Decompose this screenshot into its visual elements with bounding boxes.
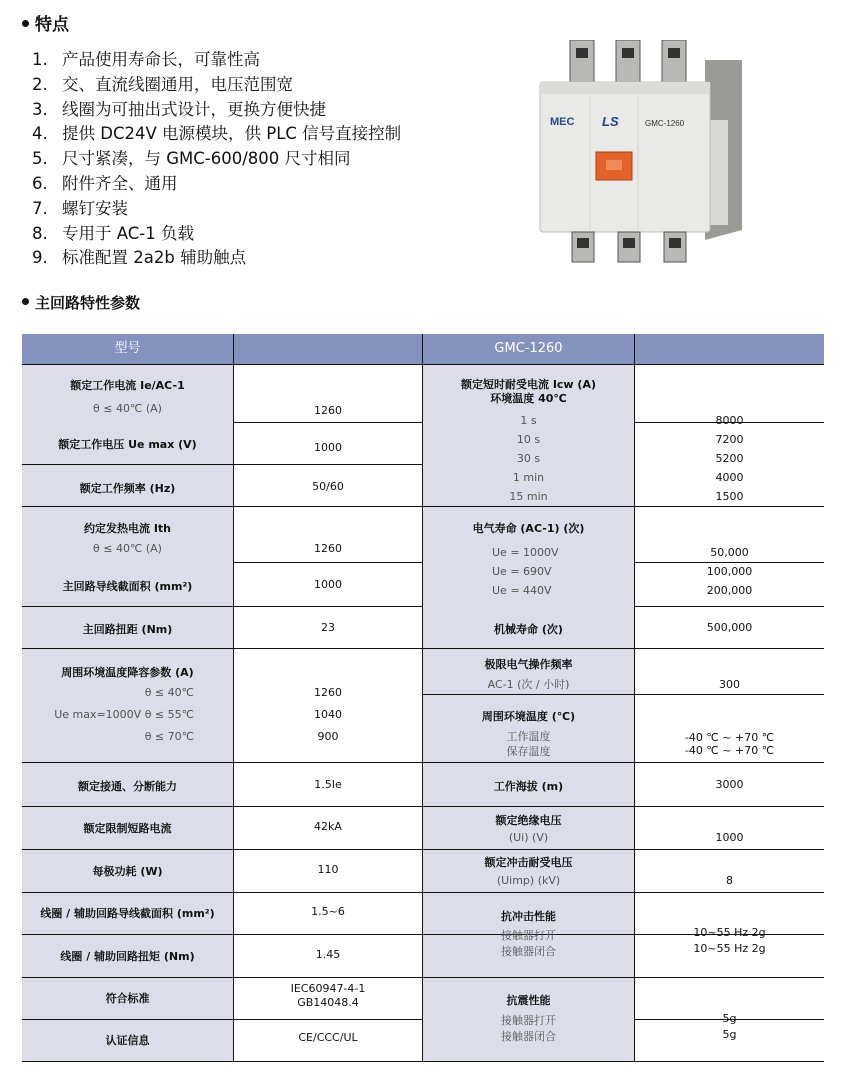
param-sub: 接触器闭合 [501, 945, 556, 958]
param-label: 抗震性能 [506, 994, 551, 1007]
param-label: 每极功耗 (W) [92, 865, 163, 878]
param-sub: 接触器打开 [501, 929, 556, 942]
param-value: 100,000 [706, 565, 753, 578]
param-value: GB14048.4 [297, 996, 359, 1009]
item-number: 4. [32, 124, 48, 144]
param-sub: 30 s [516, 452, 541, 465]
features-title: 特点 [35, 15, 69, 35]
param-sub: 工作温度 [506, 730, 551, 743]
param-value: 500,000 [706, 621, 753, 634]
table-header-blank [234, 334, 422, 364]
param-value: 10~55 Hz 2g [693, 926, 766, 939]
param-value: 42kA [314, 820, 342, 833]
param-value: IEC60947-4-1 [290, 982, 366, 995]
param-label: 额定限制短路电流 [83, 822, 172, 835]
param-sub: θ ≤ 40℃ [144, 686, 194, 699]
param-sub: 接触器打开 [501, 1014, 556, 1027]
param-value: 7200 [715, 433, 744, 446]
param-label: 额定接通、分断能力 [78, 780, 177, 793]
param-label: 机械寿命 (次) [494, 623, 563, 636]
item-text: 附件齐全、通用 [62, 173, 178, 193]
item-text: 尺寸紧凑，与 GMC-600/800 尺寸相同 [62, 149, 351, 169]
param-value: 5g [722, 1028, 737, 1041]
section-title: 主回路特性参数 [35, 294, 141, 312]
list-item [32, 172, 401, 197]
table-header-model-name: GMC-1260 [423, 334, 634, 364]
param-label: 约定发热电流 Ith [83, 522, 171, 535]
param-value: 1040 [314, 708, 342, 721]
param-value: 8000 [715, 414, 744, 427]
spec-table [22, 334, 824, 1062]
param-value: 1500 [715, 490, 744, 503]
item-number: 8. [32, 223, 48, 243]
bullet-icon [22, 298, 29, 305]
list-item [32, 73, 401, 98]
list-item [32, 246, 401, 271]
param-sub: (Uimp) (kV) [496, 874, 561, 887]
brand-text: LS [602, 114, 619, 129]
param-value: 1000 [314, 578, 342, 591]
param-value: 1000 [314, 441, 342, 454]
param-value: 50,000 [710, 546, 749, 559]
param-label: 线圈 / 辅助回路导线截面积 (mm²) [40, 907, 215, 920]
list-item [32, 147, 401, 172]
list-item [32, 222, 401, 247]
param-value: 3000 [715, 778, 744, 791]
param-sub: Ue = 1000V [492, 546, 559, 559]
param-label: 额定绝缘电压 [495, 814, 562, 827]
param-sub: Ue = 690V [492, 565, 552, 578]
item-text: 交、直流线圈通用，电压范围宽 [62, 74, 293, 94]
param-label: 认证信息 [105, 1034, 150, 1047]
item-text: 标准配置 2a2b 辅助触点 [62, 248, 247, 268]
param-sub: 1 min [512, 471, 545, 484]
param-value: 50/60 [312, 480, 344, 493]
param-value: 10~55 Hz 2g [693, 942, 766, 955]
param-label: 周围环境温度降容参数 (A) [61, 666, 194, 679]
param-value: 200,000 [706, 584, 753, 597]
param-value: 1.5Ie [314, 778, 342, 791]
table-header-blank-2 [635, 334, 824, 364]
param-value: 1260 [314, 686, 342, 699]
param-label: 周围环境温度 (℃) [481, 710, 576, 723]
param-value: 1.5~6 [311, 905, 345, 918]
param-label: 电气寿命 (AC-1) (次) [472, 522, 585, 535]
param-value: 300 [719, 678, 740, 691]
item-number: 5. [32, 149, 48, 169]
param-sub: θ ≤ 40℃ (A) [93, 402, 162, 415]
param-value: 900 [317, 730, 339, 743]
param-value: -40 ℃ ~ +70 ℃ [684, 731, 775, 744]
features-heading [22, 10, 69, 35]
param-sub: AC-1 (次 / 小时) [487, 678, 570, 691]
param-sub: 10 s [516, 433, 541, 446]
table-header-model: 型号 [22, 334, 233, 364]
param-value: 1260 [314, 404, 342, 417]
param-value: -40 ℃ ~ +70 ℃ [684, 744, 775, 757]
logo-text: MEC [550, 116, 575, 128]
param-sub: (Ui) (V) [508, 831, 549, 844]
item-text: 专用于 AC-1 负载 [62, 223, 194, 243]
param-value: 23 [321, 621, 335, 634]
list-item [32, 197, 401, 222]
param-label: 额定工作频率 (Hz) [79, 482, 176, 495]
param-value: 1260 [314, 542, 342, 555]
section-heading [22, 292, 140, 313]
param-value: 110 [317, 863, 339, 876]
param-value: 8 [726, 874, 733, 887]
list-item [32, 122, 401, 147]
param-label: 主回路导线截面积 (mm²) [62, 580, 193, 593]
item-text: 产品使用寿命长，可靠性高 [62, 50, 260, 69]
bullet-icon [22, 20, 29, 27]
param-label: 工作海拔 (m) [493, 780, 564, 793]
item-number: 1. [32, 50, 48, 69]
param-sub: 1 s [520, 414, 537, 427]
list-item [32, 48, 401, 73]
param-label: 额定冲击耐受电压 [484, 856, 573, 869]
features-list [32, 48, 401, 271]
param-label: 线圈 / 辅助回路扭矩 (Nm) [60, 950, 195, 963]
param-sub: 接触器闭合 [501, 1030, 556, 1043]
item-number: 7. [32, 198, 48, 218]
param-label: 符合标准 [105, 992, 150, 1005]
param-label: 主回路扭距 (Nm) [82, 623, 173, 636]
param-label: 极限电气操作频率 [484, 658, 573, 671]
param-label: 额定工作电压 Ue max (V) [58, 438, 197, 451]
item-number: 2. [32, 74, 48, 94]
param-value: 5g [722, 1012, 737, 1025]
item-number: 3. [32, 99, 48, 119]
param-sub: θ ≤ 70℃ [144, 730, 194, 743]
param-sub: 保存温度 [506, 745, 551, 758]
param-value: 5200 [715, 452, 744, 465]
param-sub: Ue max=1000V θ ≤ 55℃ [54, 708, 194, 721]
item-number: 9. [32, 248, 48, 268]
param-label: 环境温度 40℃ [490, 392, 567, 405]
param-sub: Ue = 440V [492, 584, 552, 597]
list-item [32, 98, 401, 123]
item-text: 线圈为可抽出式设计，更换方便快捷 [62, 99, 326, 119]
param-value: 4000 [715, 471, 744, 484]
param-label: 额定工作电流 Ie/AC-1 [70, 379, 185, 392]
item-text: 螺钉安装 [62, 198, 128, 218]
param-label: 额定短时耐受电流 Icw (A) [460, 378, 596, 391]
item-number: 6. [32, 173, 48, 193]
param-sub: θ ≤ 40℃ (A) [93, 542, 162, 555]
param-value: 1.45 [315, 948, 341, 961]
model-text: GMC-1260 [645, 119, 685, 128]
param-sub: 15 min [509, 490, 548, 503]
param-label: 抗冲击性能 [501, 910, 556, 923]
contactor-product-image [530, 40, 760, 265]
param-value: 1000 [715, 831, 744, 844]
param-value: CE/CCC/UL [298, 1031, 358, 1044]
item-text: 提供 DC24V 电源模块，供 PLC 信号直接控制 [62, 124, 402, 144]
